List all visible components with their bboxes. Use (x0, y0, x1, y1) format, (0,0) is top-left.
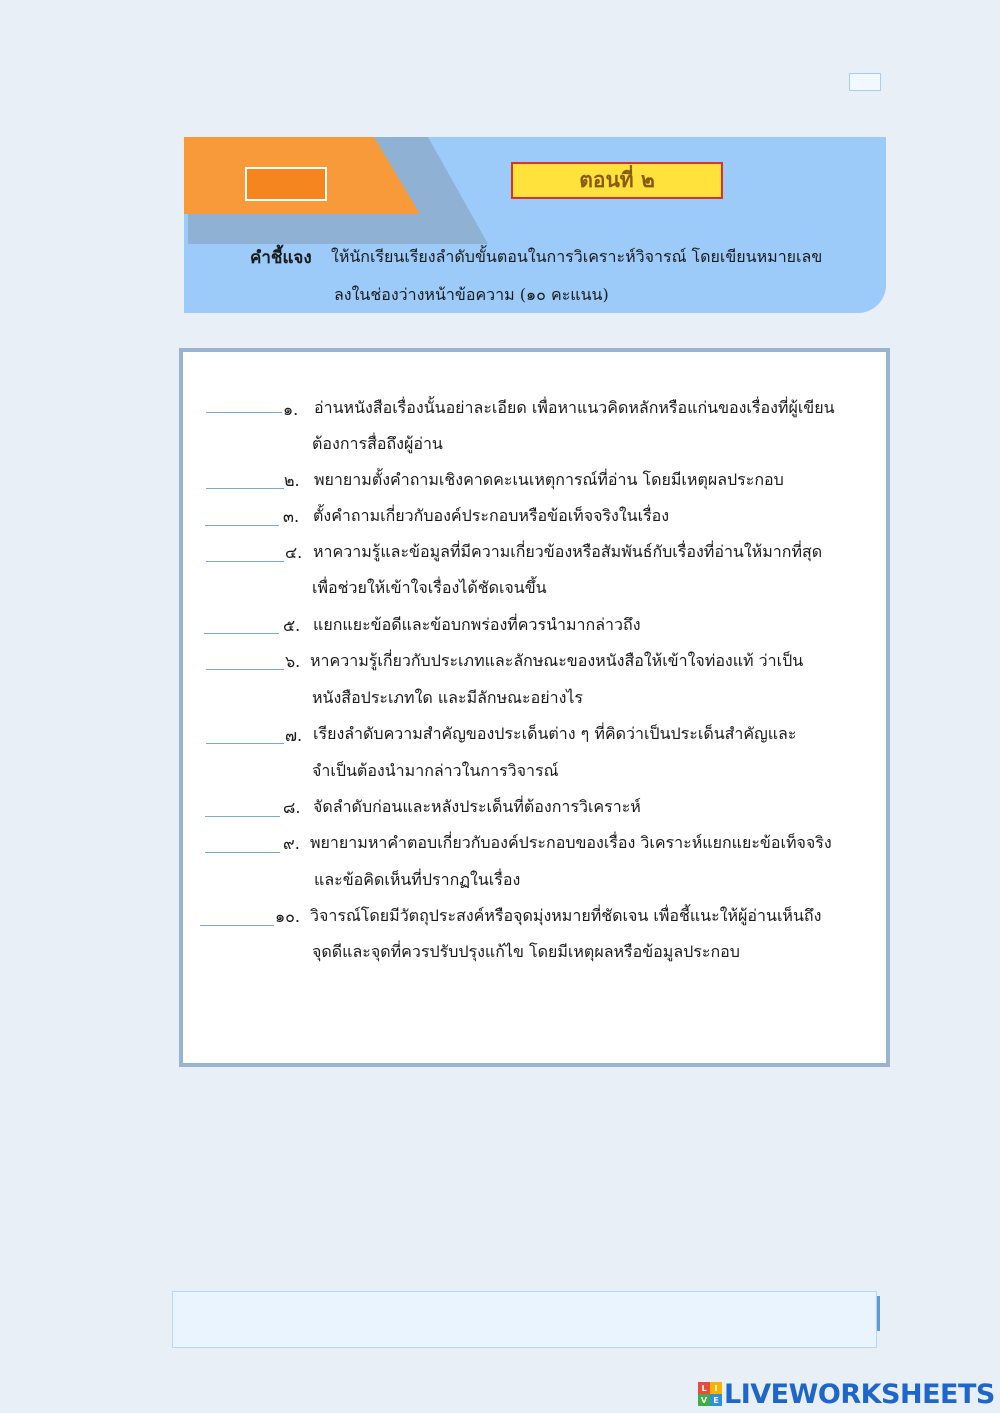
item-text: ตั้งคำถามเกี่ยวกับองค์ประกอบหรือข้อเท็จจริงในเรื่อง (313, 506, 670, 525)
item-text-continued: จุดดีและจุดที่ควรปรับปรุงแก้ไข โดยมีเหตุผลหรือข้อมูลประกอบ (312, 942, 740, 961)
list-item (183, 466, 883, 502)
answer-blank[interactable] (205, 796, 280, 817)
item-number: ๔. (285, 543, 303, 562)
item-number: ๙. (283, 834, 300, 853)
answer-blank[interactable] (205, 832, 280, 853)
item-text-continued: จำเป็นต้องนำมากล่าวในการวิจารณ์ (312, 761, 559, 780)
item-text: แยกแยะข้อดีและข้อบกพร่องที่ควรนำมากล่าวถึง (313, 615, 641, 634)
list-item (183, 723, 883, 780)
answer-blank[interactable] (206, 392, 282, 413)
brand-name: LIVEWORKSHEETS (724, 1378, 995, 1410)
item-text: พยายามตั้งคำถามเชิงคาดคะเนเหตุการณ์ที่อ่าน โดยมีเหตุผลประกอบ (314, 470, 784, 489)
list-item (183, 795, 883, 831)
list-item (183, 392, 883, 453)
item-text: หาความรู้เกี่ยวกับประเภทและลักษณะของหนังสือให้เข้าใจท่องแท้ ว่าเป็น (310, 651, 804, 670)
item-text-continued: หนังสือประเภทใด และมีลักษณะอย่างไร (312, 688, 584, 707)
item-text: วิจารณ์โดยมีวัตถุประสงค์หรือจุดมุ่งหมายที่ชัดเจน เพื่อชี้แนะให้ผู้อ่านเห็นถึง (310, 906, 822, 925)
list-item (183, 613, 883, 649)
answer-blank[interactable] (204, 613, 279, 634)
answer-blank[interactable] (200, 905, 274, 926)
answer-blank[interactable] (206, 649, 284, 670)
answer-blank[interactable] (205, 505, 279, 526)
item-number: ๖. (285, 652, 301, 671)
item-number: ๗. (285, 726, 303, 745)
item-number: ๕. (283, 616, 301, 635)
answer-blank[interactable] (206, 541, 284, 562)
item-number: ๘. (283, 798, 301, 817)
list-item (183, 540, 883, 597)
item-text: พยายามหาคำตอบเกี่ยวกับองค์ประกอบของเรื่อง วิเคราะห์แยกแยะข้อเท็จจริง (310, 833, 832, 852)
item-text-continued: และข้อคิดเห็นที่ปรากฏในเรื่อง (314, 870, 521, 889)
section-title: ตอนที่ ๒ (511, 162, 723, 199)
instruction-line-2: ลงในช่องว่างหน้าข้อความ (๑๐ คะแนน) (334, 285, 609, 304)
item-text: เรียงลำดับความสำคัญของประเด็นต่าง ๆ ที่คิดว่าเป็นประเด็นสำคัญและ (313, 724, 797, 743)
top-answer-input[interactable] (849, 73, 881, 91)
item-number: ๓. (283, 507, 300, 526)
question-card (179, 348, 890, 1067)
logo-grid-icon: L I V E (698, 1382, 722, 1406)
item-text: จัดลำดับก่อนและหลังประเด็นที่ต้องการวิเคราะห์ (313, 797, 641, 816)
answer-blank[interactable] (206, 468, 284, 489)
item-number: ๒. (284, 471, 300, 490)
bottom-field-marker (877, 1296, 880, 1331)
item-number: ๑๐. (275, 907, 301, 926)
liveworksheets-logo (698, 1377, 995, 1411)
header-banner (184, 137, 886, 313)
answer-blank[interactable] (206, 723, 284, 744)
instruction-line-1: ให้นักเรียนเรียงลำดับขั้นตอนในการวิเคราะห์วิจารณ์ โดยเขียนหมายเลข (331, 247, 823, 266)
item-text-continued: เพื่อช่วยให้เข้าใจเรื่องได้ชัดเจนขึ้น (312, 578, 547, 597)
item-text-continued: ต้องการสื่อถึงผู้อ่าน (312, 434, 443, 453)
bottom-answer-input[interactable] (172, 1291, 877, 1348)
item-text: หาความรู้และข้อมูลที่มีความเกี่ยวข้องหรือสัมพันธ์กับเรื่องที่อ่านให้มากที่สุด (313, 542, 823, 561)
list-item (183, 904, 883, 961)
item-text: อ่านหนังสือเรื่องนั้นอย่าละเอียด เพื่อหาแนวคิดหลักหรือแก่นของเรื่องที่ผู้เขียน (314, 398, 835, 417)
list-item (183, 649, 883, 707)
list-item (183, 504, 883, 540)
instruction-label: คำชี้แจง (250, 248, 312, 268)
item-number: ๑. (283, 400, 299, 419)
list-item (183, 831, 883, 889)
part-answer-input[interactable] (245, 167, 327, 201)
